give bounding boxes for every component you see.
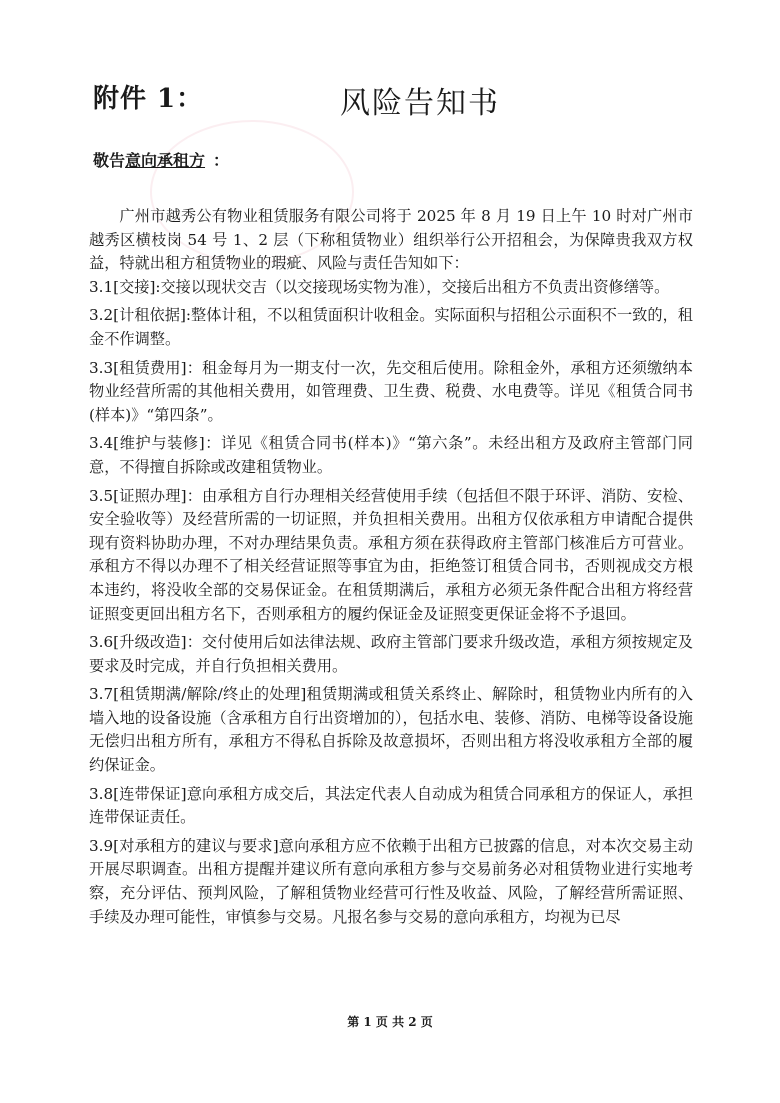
clause-3-6: 3.6[升级改造]：交付使用后如法律法规、政府主管部门要求升级改造，承租方须按规定及要求及时完成，并自行负担相关费用。: [89, 633, 693, 675]
salutation-recipient: 意向承租方: [125, 151, 206, 170]
clause-3-4: 3.4[维护与装修]：详见《租赁合同书(样本)》“第六条”。未经出租方及政府主管部门同意，不得擅自拆除或改建租赁物业。: [89, 434, 693, 476]
clause-3-5: 3.5[证照办理]：由承租方自行办理相关经营使用手续（包括但不限于环评、消防、安检、安全验收等）及经营所需的一切证照，并负担相关费用。出租方仅依承租方申请配合提供现有资料协助办理，不对办理结果负责。承租方须在获得政府主管部门核准后方可营业。承租方不得以办理不了相关经营证照等事宜为由，拒绝签订租赁合同书，否则视成交方根本违约，将没收全部的交易保证金。在租赁期满后，承租方必须无条件配合出租方将经营证照变更回出租方名下，否则承租方的履约保证金及证照变更保证金将不予退回。: [89, 486, 693, 623]
salutation-suffix: ：: [213, 151, 230, 170]
document-title: 风险告知书: [340, 86, 500, 121]
intro-paragraph: 广州市越秀公有物业租赁服务有限公司将于 2025 年 8 月 19 日上午 10 时对广州市越秀区横枝岗 54 号 1、2 层（下称租赁物业）组织举行公开招租会，为保障贵我双方权益，特就出租方租赁物业的瑕疵、风险与责任告知如下：: [89, 207, 693, 273]
salutation: [93, 148, 229, 171]
salutation-prefix: 敬告: [93, 151, 126, 170]
clause-3-1: 3.1[交接]:交接以现状交吉（以交接现场实物为准），交接后出租方不负责出资修缮等。: [89, 277, 670, 296]
clause-3-9: 3.9[对承租方的建议与要求]意向承租方应不依赖于出租方已披露的信息，对本次交易主动开展尽职调查。出租方提醒并建议所有意向承租方参与交易前务必对租赁物业进行实地考察，充分评估、预判风险，了解租赁物业经营可行性及收益、风险，了解经营所需证照、手续及办理可能性，审慎参与交易。凡报名参与交易的意向承租方，均视为已尽: [89, 836, 693, 926]
page-number: 第 1 页 共 2 页: [347, 1015, 433, 1029]
attachment-label: 附件 1：: [93, 84, 204, 114]
document-body: [89, 205, 693, 934]
clause-3-8: 3.8[连带保证]意向承租方成交后，其法定代表人自动成为租赁合同承租方的保证人，承担连带保证责任。: [89, 784, 693, 827]
clause-3-3: 3.3[租赁费用]：租金每月为一期支付一次，先交租后使用。除租金外，承租方还须缴纳本物业经营所需的其他相关费用，如管理费、卫生费、税费、水电费等。详见《租赁合同书(样本)》“第四条”。: [89, 358, 693, 424]
clause-3-7: 3.7[租赁期满/解除/终止的处理]租赁期满或租赁关系终止、解除时，租赁物业内所有的入墙入地的设备设施（含承租方自行出资增加的），包括水电、装修、消防、电梯等设备设施无偿归出租方所有，承租方不得私自拆除及故意损坏，否则出租方将没收承租方全部的履约保证金。: [89, 685, 693, 775]
clause-3-2: 3.2[计租依据]:整体计租，不以租赁面积计收租金。实际面积与招租公示面积不一致的，租金不作调整。: [89, 306, 693, 348]
